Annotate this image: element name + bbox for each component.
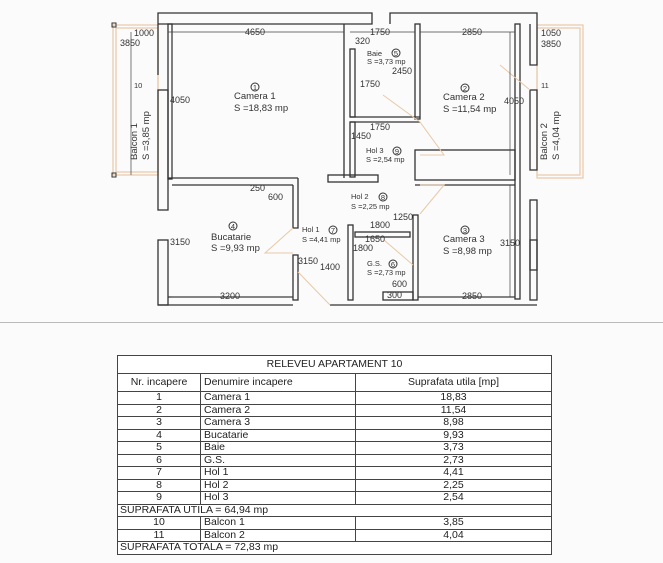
svg-text:4: 4	[230, 222, 236, 231]
table-row	[118, 404, 552, 417]
svg-text:3150: 3150	[500, 238, 521, 248]
svg-text:600: 600	[268, 192, 284, 202]
header-nr: Nr. incapere	[118, 374, 201, 392]
subtotal: SUPRAFATA UTILA = 64,94 mp	[118, 504, 552, 517]
svg-text:11: 11	[541, 81, 549, 90]
table-title: RELEVEU APARTAMENT 10	[118, 356, 552, 374]
svg-text:1: 1	[252, 83, 258, 92]
svg-text:S =3,85 mp: S =3,85 mp	[141, 111, 152, 160]
svg-text:S =9,93 mp: S =9,93 mp	[211, 243, 260, 254]
room-area: 2,54	[356, 492, 552, 505]
svg-text:G.S.: G.S.	[367, 259, 383, 268]
svg-text:320: 320	[355, 36, 371, 46]
svg-text:2850: 2850	[462, 291, 483, 301]
svg-text:S =2,73 mp: S =2,73 mp	[367, 268, 406, 277]
room-name: Hol 1	[201, 467, 356, 480]
svg-text:2: 2	[462, 84, 468, 93]
room-name: Hol 3	[201, 492, 356, 505]
svg-text:Camera 2: Camera 2	[443, 92, 485, 103]
room-number: 3	[118, 417, 201, 430]
svg-text:4050: 4050	[504, 96, 525, 106]
svg-text:1400: 1400	[320, 262, 341, 272]
svg-text:1750: 1750	[370, 122, 391, 132]
svg-text:3150: 3150	[298, 256, 319, 266]
svg-text:1750: 1750	[360, 79, 381, 89]
svg-text:1250: 1250	[393, 212, 414, 222]
svg-text:7: 7	[330, 226, 336, 235]
table-row	[118, 517, 552, 530]
svg-text:4050: 4050	[170, 95, 191, 105]
svg-text:2450: 2450	[392, 66, 413, 76]
table-row	[118, 429, 552, 442]
svg-text:S =4,41 mp: S =4,41 mp	[302, 235, 341, 244]
dimension-labels	[120, 27, 561, 301]
svg-text:10: 10	[134, 81, 143, 90]
room-number: 9	[118, 492, 201, 505]
svg-text:3850: 3850	[541, 39, 562, 49]
svg-text:6: 6	[390, 260, 396, 269]
svg-text:S =2,25 mp: S =2,25 mp	[351, 202, 390, 211]
svg-text:S =3,73 mp: S =3,73 mp	[367, 57, 406, 66]
room-number: 8	[118, 479, 201, 492]
svg-text:S =8,98 mp: S =8,98 mp	[443, 246, 492, 257]
room-area: 4,41	[356, 467, 552, 480]
svg-text:Balcon 2: Balcon 2	[539, 123, 550, 160]
svg-text:S =4,04 mp: S =4,04 mp	[551, 111, 562, 160]
room-area: 3,73	[356, 442, 552, 455]
room-name: Camera 1	[201, 392, 356, 405]
room-name: Balcon 1	[201, 517, 356, 530]
svg-text:5: 5	[393, 49, 399, 58]
svg-text:3: 3	[462, 226, 468, 235]
room-name: Balcon 2	[201, 529, 356, 542]
svg-text:1000: 1000	[134, 28, 155, 38]
svg-text:600: 600	[392, 279, 408, 289]
table-row	[118, 442, 552, 455]
room-name: Camera 2	[201, 404, 356, 417]
room-number: 2	[118, 404, 201, 417]
room-number: 4	[118, 429, 201, 442]
room-number: 6	[118, 454, 201, 467]
svg-text:8: 8	[380, 193, 386, 202]
svg-text:Balcon 1: Balcon 1	[129, 123, 140, 160]
room-number: 11	[118, 529, 201, 542]
room-area: 4,04	[356, 529, 552, 542]
svg-text:Hol 1: Hol 1	[302, 225, 320, 234]
svg-text:300: 300	[387, 290, 403, 300]
table-row	[118, 529, 552, 542]
room-area: 2,25	[356, 479, 552, 492]
svg-text:Hol 3: Hol 3	[366, 146, 384, 155]
table-row	[118, 467, 552, 480]
room-number: 5	[118, 442, 201, 455]
svg-text:250: 250	[250, 183, 266, 193]
room-name: G.S.	[201, 454, 356, 467]
room-area: 9,93	[356, 429, 552, 442]
area-table	[117, 355, 552, 555]
table-row	[118, 417, 552, 430]
room-area: 11,54	[356, 404, 552, 417]
svg-text:Camera 1: Camera 1	[234, 91, 276, 102]
grand-total: SUPRAFATA TOTALA = 72,83 mp	[118, 542, 552, 555]
svg-text:Camera 3: Camera 3	[443, 234, 485, 245]
room-number: 10	[118, 517, 201, 530]
header-name: Denumire incapere	[201, 374, 356, 392]
svg-text:3150: 3150	[170, 237, 191, 247]
room-area: 2,73	[356, 454, 552, 467]
svg-text:3200: 3200	[220, 291, 241, 301]
room-number: 1	[118, 392, 201, 405]
svg-text:9: 9	[394, 147, 400, 156]
table-row	[118, 392, 552, 405]
page-divider	[0, 322, 663, 323]
svg-text:S =11,54 mp: S =11,54 mp	[443, 104, 497, 115]
room-labels	[129, 49, 562, 277]
room-name: Baie	[201, 442, 356, 455]
walls	[158, 13, 537, 305]
svg-text:Bucatarie: Bucatarie	[211, 232, 252, 243]
svg-text:3850: 3850	[120, 38, 141, 48]
room-area: 18,83	[356, 392, 552, 405]
svg-text:1650: 1650	[365, 234, 386, 244]
room-name: Bucatarie	[201, 429, 356, 442]
svg-text:Baie: Baie	[367, 49, 383, 58]
svg-text:1800: 1800	[370, 220, 391, 230]
table-row	[118, 492, 552, 505]
svg-text:4650: 4650	[245, 27, 266, 37]
room-number: 7	[118, 467, 201, 480]
table-row	[118, 479, 552, 492]
svg-text:1750: 1750	[370, 27, 391, 37]
room-name: Hol 2	[201, 479, 356, 492]
room-name: Camera 3	[201, 417, 356, 430]
svg-text:1050: 1050	[541, 28, 562, 38]
svg-text:2850: 2850	[462, 27, 483, 37]
table-row	[118, 454, 552, 467]
svg-text:1800: 1800	[353, 243, 374, 253]
room-area: 3,85	[356, 517, 552, 530]
header-area: Suprafata utila [mp]	[356, 374, 552, 392]
room-area: 8,98	[356, 417, 552, 430]
svg-text:1450: 1450	[351, 131, 372, 141]
dimensions	[131, 32, 515, 297]
svg-text:Hol 2: Hol 2	[351, 192, 369, 201]
svg-text:S =2,54 mp: S =2,54 mp	[366, 155, 405, 164]
svg-text:S =18,83 mp: S =18,83 mp	[234, 103, 289, 114]
